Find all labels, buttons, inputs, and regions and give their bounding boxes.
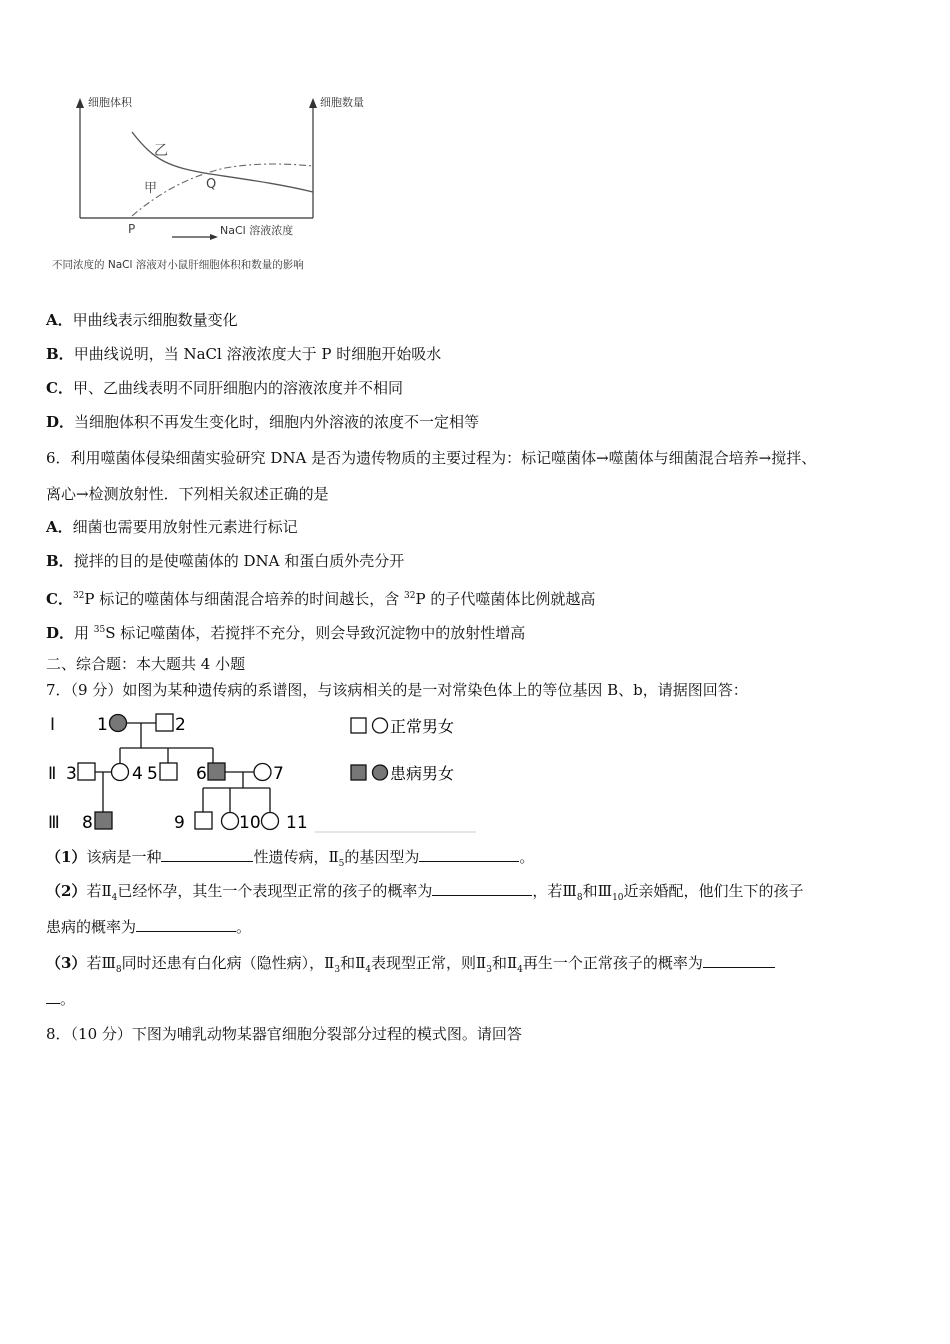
- q6-option-d: D．用 $^{35}$S 标记噬菌体，若搅拌不充分，则会导致沉淀物中的放射性增高: [46, 624, 526, 642]
- pedigree-chart: [40, 702, 480, 838]
- figure-caption: 不同浓度的 NaCl 溶液对小鼠肝细胞体积和数量的影响: [52, 259, 304, 271]
- legend-normal-female-icon: [373, 718, 388, 733]
- individual-7-normal-female: [254, 764, 271, 781]
- curve-jia: [132, 164, 313, 216]
- individual-3-normal-male: [78, 763, 95, 780]
- individual-10-normal-female: [222, 813, 239, 830]
- y-axis-left-label: 细胞体积: [88, 96, 132, 109]
- id-5: 5: [147, 764, 158, 784]
- q7-sub3-line1: （3）若$Ⅲ_8$同时还患有白化病（隐性病），$Ⅱ_3$和$Ⅱ_4$表现型正常，则$Ⅱ_3$和$Ⅱ_4$再生一个正常孩子的概率为: [46, 953, 775, 980]
- curve-yi-label: 乙: [154, 143, 168, 159]
- x-direction-arrow-icon: [210, 234, 218, 240]
- individual-8-affected-male: [95, 812, 112, 829]
- id-3: 3: [66, 764, 77, 784]
- q6-option-b: B．搅拌的目的是使噬菌体的 DNA 和蛋白质外壳分开: [46, 552, 405, 570]
- generation-i-label: Ⅰ: [50, 715, 56, 735]
- answer-blank-4: [136, 917, 236, 932]
- answer-blank-3: [432, 881, 532, 896]
- answer-blank-1: [161, 847, 253, 862]
- legend-normal-label: 正常男女: [390, 717, 455, 736]
- individual-2-normal-male: [156, 714, 173, 731]
- individual-11-normal-female: [262, 813, 279, 830]
- q8-stem: 8．（10 分）下图为哺乳动物某器官细胞分裂部分过程的模式图。请回答: [46, 1025, 522, 1043]
- id-7: 7: [273, 764, 284, 784]
- legend-affected-label: 患病男女: [390, 764, 455, 783]
- q7-sub3-line2: 。: [46, 989, 75, 1009]
- id-6: 6: [196, 764, 207, 784]
- id-10: 10: [239, 813, 261, 833]
- legend-affected-male-icon: [351, 765, 366, 780]
- point-p-label: P: [128, 222, 136, 236]
- q7-sub1: （1）该病是一种 性遗传病，$Ⅱ_5$的基因型为 。: [46, 848, 535, 869]
- id-4: 4: [132, 764, 143, 784]
- id-8: 8: [82, 813, 93, 833]
- y-axis-left-arrow-icon: [76, 98, 84, 108]
- x-axis-label: NaCl 溶液浓度: [220, 224, 294, 237]
- curve-jia-label: 甲: [144, 181, 158, 196]
- point-q-label: Q: [206, 177, 217, 192]
- section-title: 二、综合题：本大题共 4 小题: [46, 655, 246, 673]
- q6-stem-line1: 6．利用噬菌体侵染细菌实验研究 DNA 是否为遗传物质的主要过程为：标记噬菌体→噬菌体与细菌混合培养→搅拌、: [46, 449, 817, 467]
- answer-blank-5: [703, 953, 775, 968]
- id-11: 11: [286, 813, 308, 833]
- q6-option-c: C．$^{32}$P 标记的噬菌体与细菌混合培养的时间越长，含 $^{32}$P 的子代噬菌体比例就越高: [46, 590, 596, 608]
- curve-yi: [132, 132, 313, 192]
- answer-blank-5-cont: [46, 989, 60, 1004]
- individual-9-normal-male: [195, 812, 212, 829]
- legend-normal-male-icon: [351, 718, 366, 733]
- id-2: 2: [175, 715, 186, 735]
- q5-option-b: B．甲曲线说明，当 NaCl 溶液浓度大于 P 时细胞开始吸水: [46, 345, 442, 363]
- y-axis-right-label: 细胞数量: [320, 96, 364, 109]
- q6-stem-line2: 离心→检测放射性．下列相关叙述正确的是: [46, 485, 329, 503]
- generation-ii-label: Ⅱ: [48, 764, 57, 784]
- q6-option-a: A．细菌也需要用放射性元素进行标记: [46, 518, 298, 536]
- individual-4-normal-female: [112, 764, 129, 781]
- q7-stem: 7．（9 分）如图为某种遗传病的系谱图，与该病相关的是一对常染色体上的等位基因 B、b，请据图回答：: [46, 681, 748, 699]
- y-axis-right-arrow-icon: [309, 98, 317, 108]
- individual-1-affected-female: [110, 715, 127, 732]
- id-9: 9: [174, 813, 185, 833]
- q7-sub2-line2: 患病的概率为 。: [46, 918, 252, 936]
- q5-option-a: A．甲曲线表示细胞数量变化: [46, 311, 238, 329]
- cell-volume-graph: [40, 92, 380, 282]
- q5-option-c: C．甲、乙曲线表明不同肝细胞内的溶液浓度并不相同: [46, 379, 403, 397]
- generation-iii-label: Ⅲ: [48, 813, 60, 833]
- legend-affected-female-icon: [373, 765, 388, 780]
- individual-5-normal-male: [160, 763, 177, 780]
- id-1: 1: [97, 715, 108, 735]
- answer-blank-2: [419, 847, 519, 862]
- q7-sub2-line1: （2）若$Ⅱ_4$已经怀孕，其生一个表现型正常的孩子的概率为 ，若$Ⅲ_8$和$Ⅲ_{10}$近亲婚配，他们生下的孩子: [46, 882, 804, 903]
- q5-option-d: D．当细胞体积不再发生变化时，细胞内外溶液的浓度不一定相等: [46, 413, 480, 431]
- individual-6-affected-male: [208, 763, 225, 780]
